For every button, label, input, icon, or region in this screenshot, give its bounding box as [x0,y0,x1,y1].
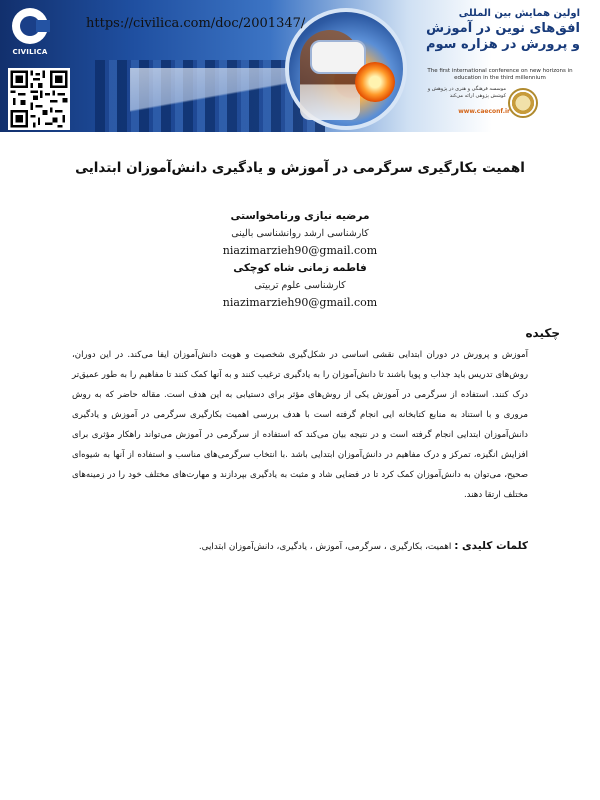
keywords-label: کلمات کلیدی : [454,540,528,552]
civilica-wordmark: CIVILICA [12,48,48,56]
author-email[interactable]: niazimarzieh90@gmail.com [222,244,378,257]
keywords-line [72,540,528,552]
civilica-logo[interactable] [6,8,54,60]
banner-spark-graphic [355,62,395,102]
conference-title-line3: و پرورش در هزاره سوم [426,37,580,52]
abstract-heading: چکیده [525,326,560,340]
author-affiliation: کارشناسی علوم تربیتی [254,280,346,291]
paper-title: اهمیت بکارگیری سرگرمی در آموزش و یادگیری دانش‌آموزان ابتدایی [75,160,525,176]
author-name: فاطمه زمانی شاه کوچکی [233,262,367,274]
conference-title-line1: اولین همایش بین المللی [458,8,580,19]
qr-code-icon [8,68,70,130]
civilica-logo-cut [36,20,50,32]
abstract-text: آموزش و پرورش در دوران ابتدایی نقشی اساسی در شکل‌گیری شخصیت و هویت دانش‌آموزان ایفا می‌کند. در این دوران، روش‌های تدریس باید جذاب و پویا باشند تا دانش‌آموزان را به یادگیری ترغیب کنند و به آنها کمک کنند تا مفاهیم را به طور عمیق‌تر درک کنند. استفاده از سرگرمی در آموزش یکی از روش‌های مؤثر برای دستیابی به این هدف است. مقاله حاضر که به روش مروری و با استناد به منابع کتابخانه ایی انجام گرفته است با هدف بررسی اهمیت بکارگیری سرگرمی در آموزش و یادگیری دانش‌آموزان ابتدایی انجام گرفته است و در نتیجه بیان می‌کند که استفاده از سرگرمی در آموزش می‌تواند راهکار مؤثری برای افزایش انگیزه، تمرکز و درک مفاهیم در دانش‌آموزان ابتدایی باشد .با انتخاب سرگرمی‌های مناسب و استفاده از آنها به شیوه‌ای صحیح، می‌توان به دانش‌آموزان کمک کرد تا در فضایی شاد و مثبت به یادگیری بپردازند و مهارت‌های مختلف خود را در زمینه‌های مختلف ارتقا دهند. [72,350,528,500]
conference-banner [0,0,600,132]
conference-title-english: The first international conference on new horizons in education in the third millennium [427,68,573,81]
conference-organizer: موسسه فرهنگی و هنری در پژوهش و کوشش پژوهی ارائه می‌کند [427,86,506,99]
conference-title-line2: افق‌های نوین در آموزش [426,21,580,36]
author-affiliation: کارشناسی ارشد روانشناسی بالینی [231,228,369,239]
vr-headset-icon [310,40,366,74]
conference-website-text[interactable]: www.caeconf.ir [458,108,510,115]
keywords-text: اهمیت، بکارگیری ، سرگرمی، آموزش ، یادگیری، دانش‌آموزان ابتدایی. [198,542,452,552]
conference-title [420,8,580,52]
author-email[interactable]: niazimarzieh90@gmail.com [222,296,378,309]
document-url[interactable]: https://civilica.com/doc/2001347/ [86,16,306,31]
conference-emblem-icon [508,88,538,118]
author-block [150,208,450,312]
author-name: مرضیه نیازی ورنامخواستی [230,210,370,222]
conference-website[interactable] [430,108,510,115]
